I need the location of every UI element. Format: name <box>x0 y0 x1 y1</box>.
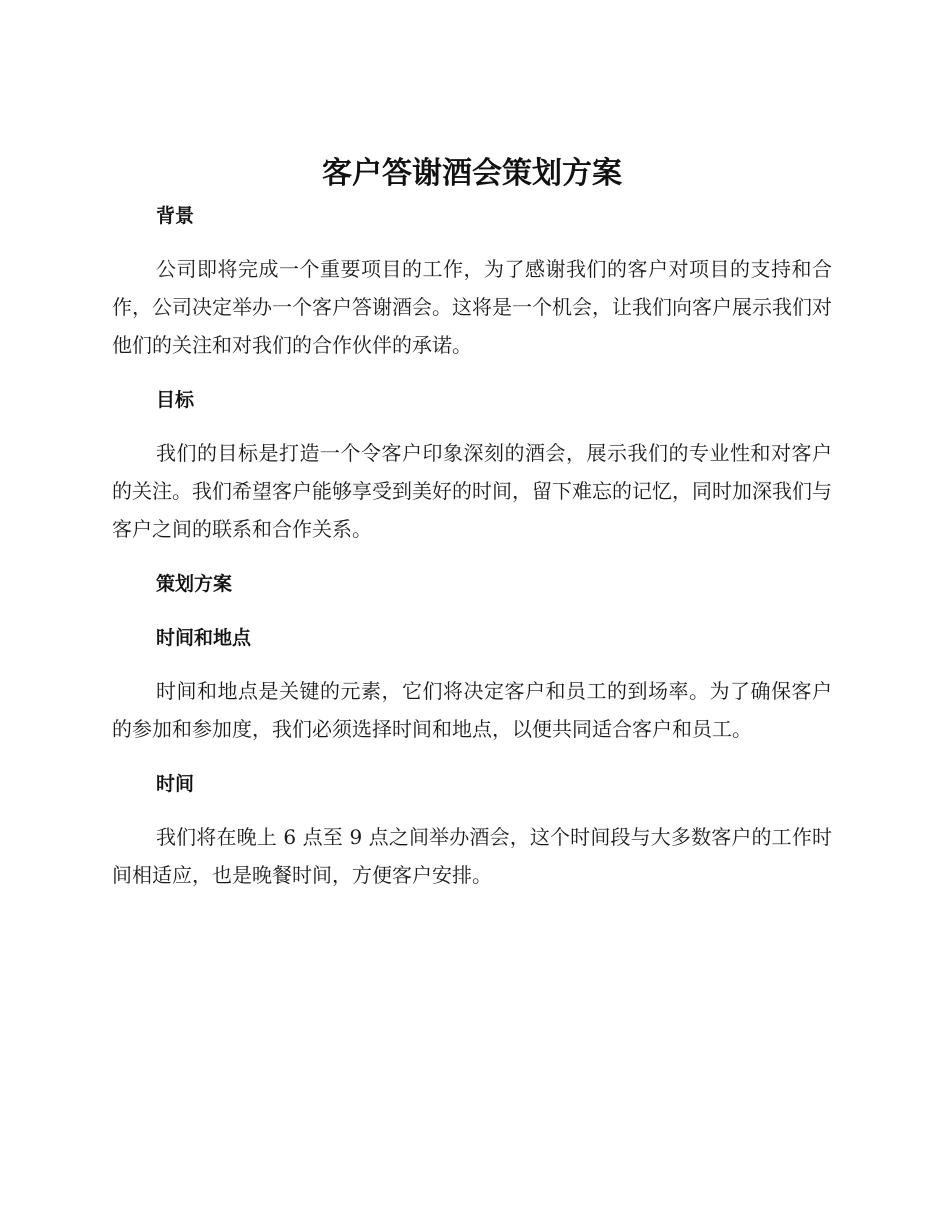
section-time <box>112 766 832 894</box>
section-heading-plan: 策划方案 <box>156 573 233 595</box>
section-background <box>112 198 832 364</box>
section-plan <box>112 566 832 602</box>
section-heading-time-and-place: 时间和地点 <box>156 627 252 649</box>
section-time-and-place <box>112 620 832 748</box>
section-paragraph-time-and-place: 时间和地点是关键的元素，它们将决定客户和员工的到场率。为了确保客户的参加和参加度，我们必须选择时间和地点，以便共同适合客户和员工。 <box>112 679 832 741</box>
section-heading-background: 背景 <box>156 205 195 227</box>
document-title: 客户答谢酒会策划方案 <box>322 156 622 191</box>
section-goal <box>112 382 832 548</box>
section-paragraph-goal: 我们的目标是打造一个令客户印象深刻的酒会，展示我们的专业性和对客户的关注。我们希望客户能够享受到美好的时间，留下难忘的记忆，同时加深我们与客户之间的联系和合作关系。 <box>112 441 832 541</box>
section-heading-goal: 目标 <box>156 389 195 411</box>
section-heading-time: 时间 <box>156 773 195 795</box>
section-paragraph-time: 我们将在晚上 6 点至 9 点之间举办酒会，这个时间段与大多数客户的工作时间相适应，也是晚餐时间，方便客户安排。 <box>112 825 832 887</box>
section-paragraph-background: 公司即将完成一个重要项目的工作，为了感谢我们的客户对项目的支持和合作，公司决定举办一个客户答谢酒会。这将是一个机会，让我们向客户展示我们对他们的关注和对我们的合作伙伴的承诺。 <box>112 257 832 357</box>
document-body <box>112 148 832 894</box>
